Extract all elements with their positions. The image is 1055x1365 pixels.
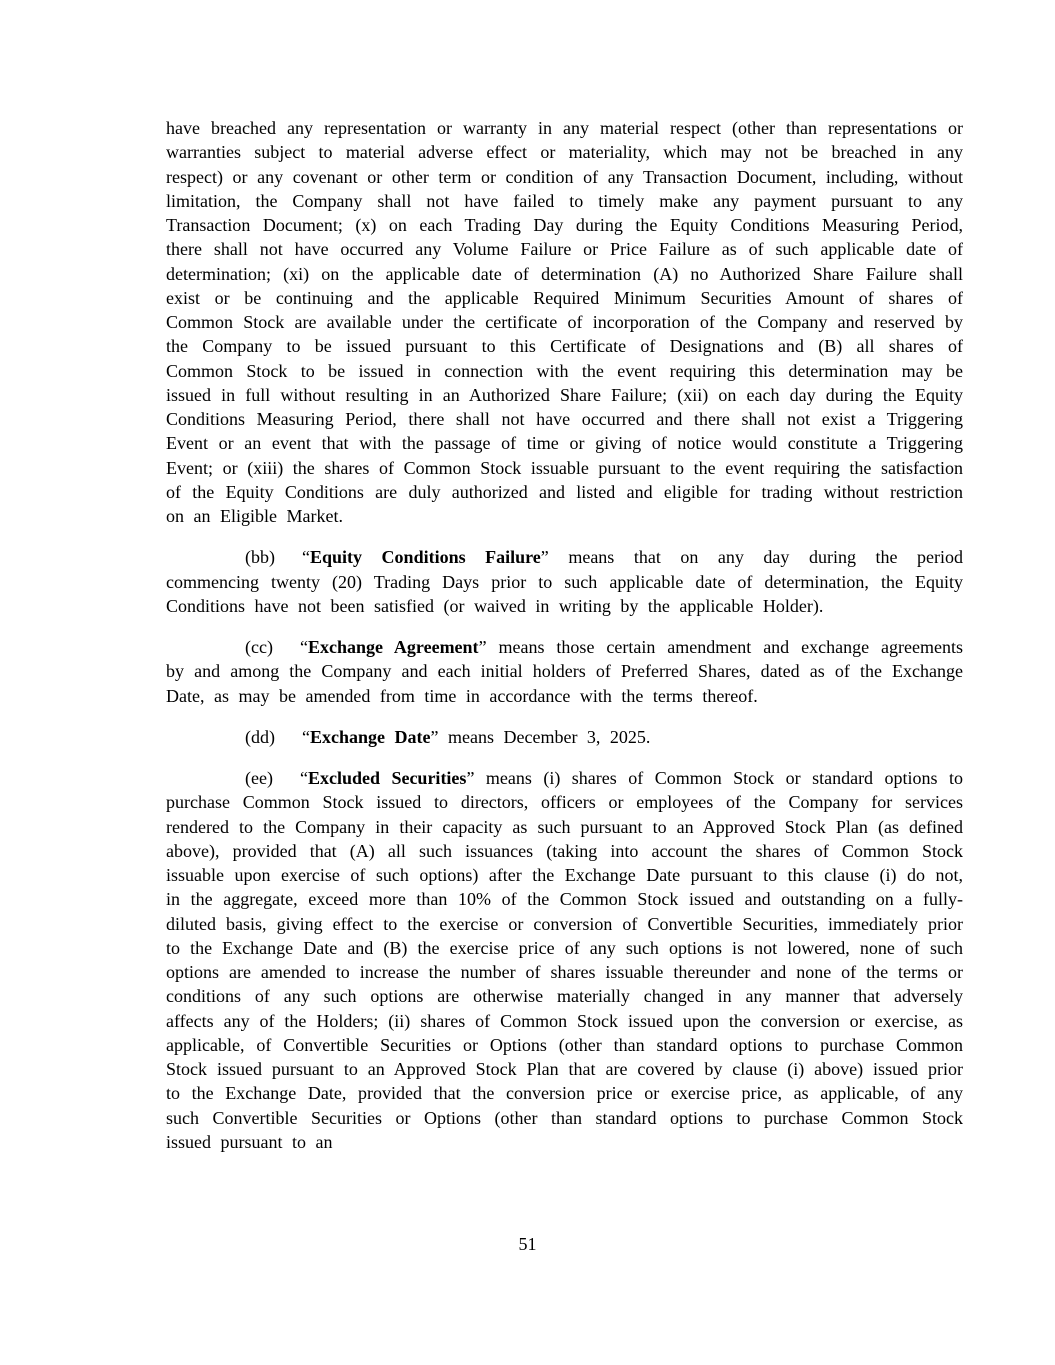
page-content [166, 116, 963, 1154]
definition-text: means that on any day during the period commencing twenty (20) Trading Days prior to such applicable date of determination, the Equity Conditions have not been satisfied (or waived in writing by the applicable Holder). [166, 547, 963, 616]
clause-marker-ee: (ee) [245, 768, 273, 788]
open-quote: “ [302, 547, 310, 568]
definition-text: means December 3, 2025. [438, 726, 651, 747]
page-number: 51 [518, 1234, 537, 1254]
clause-marker-cc: (cc) [245, 637, 273, 657]
definition-text: means those certain amendment and exchange agreements by and among the Company and each initial holders of Preferred Shares, dated as of the Exchange Date, as may be amended from time in accordance with the terms thereof. [166, 637, 963, 706]
definition-ee [166, 766, 963, 1154]
close-quote: ” [478, 637, 487, 657]
defined-term-exchange-date: Exchange Date [310, 726, 431, 747]
open-quote: “ [299, 637, 308, 657]
open-quote: “ [302, 726, 310, 747]
close-quote: ” [466, 768, 475, 788]
open-quote: “ [299, 768, 308, 788]
paragraph-text: have breached any representation or warranty in any material respect (other than representations or warranties subject to material adverse effect or materiality, which may not be breached in any respect) or any covenant or other term or condition of any Transaction Document, including, without limitation, the Company shall not have failed to timely make any payment pursuant to any Transaction Document; (x) on each Trading Day during the Equity Conditions Measuring Period, there shall not have occurred any Volume Failure or Price Failure as of such applicable date of determination; (xi) on the applicable date of determination (A) no Authorized Share Failure shall exist or be continuing and the applicable Required Minimum Securities Amount of shares of Common Stock are available under the certificate of incorporation of the Company and reserved by the Company to be issued pursuant to this Certificate of Designations and (B) all shares of Common Stock to be issued in connection with the event requiring this determination may be issued in full without resulting in an Authorized Share Failure; (xii) on each day during the Equity Conditions Measuring Period, there shall not have occurred and there shall not exist a Triggering Event or an event that with the passage of time or giving of notice would constitute a Triggering Event; or (xiii) the shares of Common Stock issuable pursuant to the event requiring the satisfaction of the Equity Conditions are duly authorized and listed and eligible for trading without restriction on an Eligible Market. [166, 118, 963, 526]
paragraph-continuation [166, 116, 963, 528]
close-quote: ” [540, 547, 549, 568]
defined-term-exchange-agreement: Exchange Agreement [307, 637, 479, 657]
close-quote: ” [430, 726, 439, 747]
definition-dd [166, 725, 963, 749]
definition-bb [166, 545, 963, 618]
defined-term-equity-conditions-failure: Equity Conditions Failure [310, 547, 541, 568]
definition-text: means (i) shares of Common Stock or standard options to purchase Common Stock issued to directors, officers or employees of the Company for services rendered to the Company in their capacity as such pursuant to an Approved Stock Plan (as defined above), provided that (A) all such issuances (taking into account the shares of Common Stock issuable upon exercise of such options) after the Exchange Date pursuant to this clause (i) do not, in the aggregate, exceed more than 10% of the Common Stock issued and outstanding on a fully-diluted basis, giving effect to the exercise or conversion of Convertible Securities, immediately prior to the Exchange Date and (B) the exercise price of any such options is not lowered, none of such options are amended to increase the number of shares issuable thereunder and none of the terms or conditions of any such options are otherwise materially changed in any manner that adversely affects any of the Holders; (ii) shares of Common Stock issued upon the conversion or exercise, as applicable, of Convertible Securities or Options (other than standard options to purchase Common Stock issued pursuant to an Approved Stock Plan that are covered by clause (i) above) issued prior to the Exchange Date, provided that the conversion price or exercise price, as applicable, of any such Convertible Securities or Options (other than standard options to purchase Common Stock issued pursuant to an [166, 768, 963, 1152]
clause-marker-bb: (bb) [245, 547, 275, 568]
defined-term-excluded-securities: Excluded Securities [307, 768, 467, 788]
clause-marker-dd: (dd) [245, 726, 275, 747]
definition-cc [166, 635, 963, 708]
